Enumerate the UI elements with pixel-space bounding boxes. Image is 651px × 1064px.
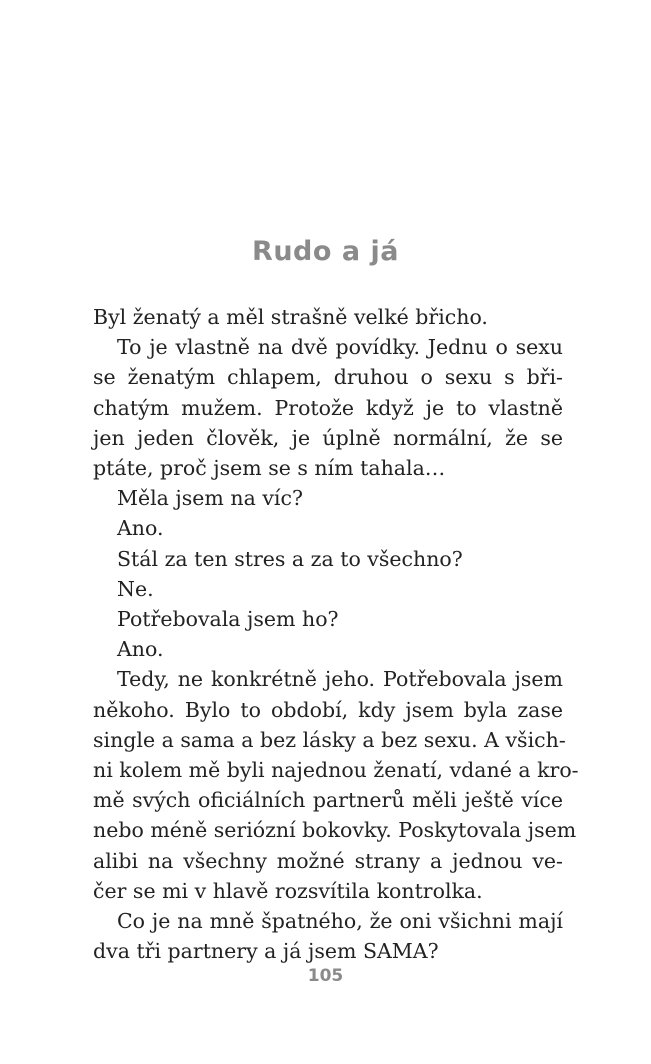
text-line: nebo méně seriózní bokovky. Poskytovala jsem [93,818,577,843]
text-line: Ne. [117,576,154,601]
text-line: Ano. [117,637,164,662]
text-line: To je vlastně na dvě povídky. Jednu o sexu [117,335,563,360]
text-line: čer se mi v hlavě rozsvítila kontrolka. [93,878,483,903]
text-line: Co je na mně špatného, že oni všichni mají [117,909,563,934]
text-line: single a sama a bez lásky a bez sexu. A všich- [93,727,566,752]
text-line: Byl ženatý a měl strašně velké břicho. [93,305,488,329]
text-line: alibi na všechny možné strany a jednou ve- [93,848,563,873]
text-line: ni kolem mě byli najednou ženatí, vdané a kro- [93,758,579,783]
text-line: mě svých oficiálních partnerů měli ještě více [93,788,563,813]
text-line: Měla jsem na víc? [117,486,303,511]
text-line: Potřebovala jsem ho? [117,607,339,632]
text-line: ptáte, proč jsem se s ním tahala… [93,456,446,481]
text-line: Ano. [117,516,164,541]
chapter-body [93,302,579,966]
text-line: Tedy, ne konkrétně jeho. Potřebovala jsem [117,667,563,692]
chapter-title: Rudo a já [252,236,399,267]
text-line: chatým mužem. Protože když je to vlastně [93,395,563,420]
text-line: někoho. Bylo to období, kdy jsem byla zase [93,697,563,722]
page-number: 105 [307,966,344,986]
text-line: se ženatým chlapem, druhou o sexu s bři- [93,365,563,390]
text-line: dva tři partnery a já jsem SAMA? [93,939,439,964]
text-line: Stál za ten stres a za to všechno? [117,546,463,571]
text-line: jen jeden člověk, je úplně normální, že se [93,425,563,450]
